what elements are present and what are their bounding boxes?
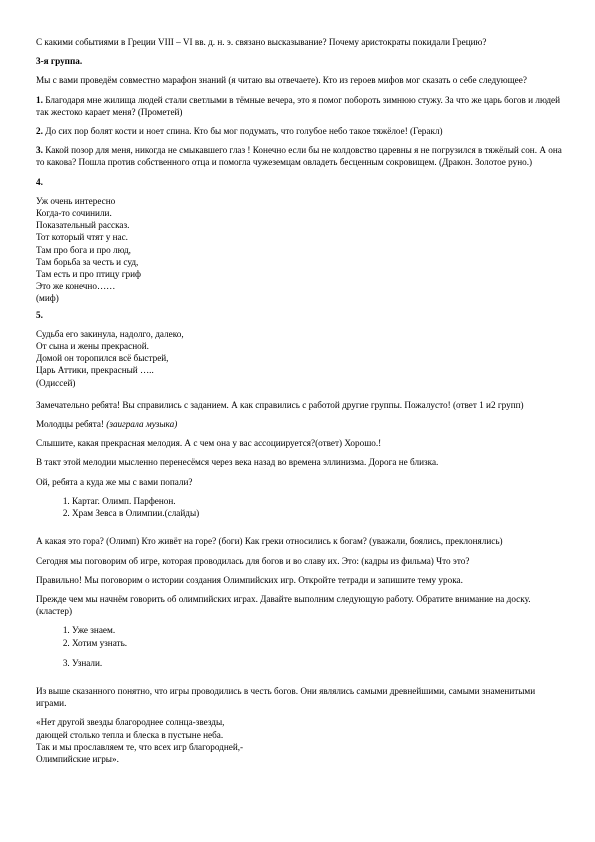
paragraph-where: Ой, ребята а куда же мы с вами попали? [36, 476, 193, 487]
list-item: 3. Узнали. [72, 657, 566, 669]
poem-line: Тот который чтят у нас. [36, 232, 128, 243]
well-done-text: Молодцы ребята! [36, 419, 107, 430]
poem-line: От сына и жены прекрасной. [36, 341, 149, 352]
quote-line: Олимпийские игры». [36, 753, 119, 764]
paragraph-mountain: А какая это гора? (Олимп) Кто живёт на горе? (боги) Как греки относились к богам? (уважали, боялись, преклонялись) [36, 536, 503, 547]
quote-line: дающей столько тепла и блеска в пустыне неба. [36, 729, 224, 740]
question-1 [36, 94, 566, 118]
poem-line: Там про бога и про люд, [36, 244, 131, 255]
music-note: (заиграла музыка) [106, 419, 178, 430]
question-1-number: 1. [36, 94, 43, 105]
cluster-list [36, 624, 566, 648]
list-item: 2. Хотим узнать. [72, 637, 566, 649]
poem-line: Уж очень интересно [36, 195, 116, 206]
question-2-number: 2. [36, 126, 43, 137]
question-3-number: 3. [36, 145, 43, 156]
paragraph-from-above: Из выше сказанного понятно, что игры проводились в честь богов. Они являлись самыми древнейшими, самыми знаменитыми играми. [36, 685, 536, 709]
poem-line: Там есть и про птицу гриф [36, 269, 141, 280]
poem-line: Показательный рассказ. [36, 220, 130, 231]
poem-line: Царь Аттики, прекрасный ….. [36, 365, 154, 376]
document-page [36, 36, 566, 769]
paragraph-listen: Слышите, какая прекрасная мелодия. А с чем она у вас ассоциируется?(ответ) Хорошо.! [36, 438, 382, 449]
poem-answer: (Одиссей) [36, 377, 76, 388]
paragraph-today: Сегодня мы поговорим об игре, которая проводилась для богов и во славу их. Это: (кадры из фильма) Что это? [36, 555, 470, 566]
question-5-number: 5. [36, 309, 43, 320]
list-item: 1. Картаг. Олимп. Парфенон. [72, 495, 566, 507]
list-item: 1. Уже знаем. [72, 624, 566, 636]
question-1-text: Благодаря мне жилища людей стали светлыми в тёмные вечера, это я помог побороть зимнюю стужу. За что же царь богов и людей так жестоко карает меня? (Прометей) [36, 94, 561, 117]
list-item: 2. Храм Зевса в Олимпии.(слайды) [72, 507, 566, 519]
question-4-number: 4. [36, 176, 43, 187]
question-3-text: Какой позор для меня, никогда не смыкавшего глаз ! Конечно если бы не колдовство царевны я не погрузился в тяжёлый сон. А она то какова? Пошла против собственного отца и помогла чужеземцам овладеть бесценным сокровищем. (Дракон. Золотое руно.) [36, 145, 562, 168]
question-3 [36, 144, 566, 168]
paragraph-well-done [36, 418, 566, 430]
poem-answer: (миф) [36, 293, 59, 304]
question-2 [36, 125, 566, 137]
paragraph-wonderful: Замечательно ребята! Вы справились с заданием. А как справились с работой другие группы. Пожалусто! (ответ 1 и2 групп) [36, 399, 524, 410]
paragraph-right: Правильно! Мы поговорим о истории создания Олимпийских игр. Откройте тетради и запишите тему урока. [36, 574, 463, 585]
paragraph-tempo: В такт этой мелодии мысленно перенесёмся через века назад во времена эллинизма. Дорога не близка. [36, 457, 439, 468]
quote-line: «Нет другой звезды благороднее солнца-звезды, [36, 717, 225, 728]
poem-line: Когда-то сочинили. [36, 208, 112, 219]
poem-line: Домой он торопился всё быстрей, [36, 353, 169, 364]
question-2-text: До сих пор болят кости и ноет спина. Кто бы мог подумать, что голубое небо такое тяжёлое! (Геракл) [42, 126, 443, 137]
poem-4 [36, 195, 566, 305]
poem-line: Это же конечно…… [36, 281, 116, 292]
places-list [36, 495, 566, 519]
intro-question: С какими событиями в Греции VIII – VI вв. д. н. э. связано высказывание? Почему аристократы покидали Грецию? [36, 37, 487, 47]
group3-intro: Мы с вами проведём совместно марафон знаний (я читаю вы отвечаете). Кто из героев мифов мог сказать о себе следующее? [36, 75, 527, 86]
poem-line: Судьба его закинула, надолго, далеко, [36, 328, 184, 339]
poem-line: Там борьба за честь и суд, [36, 256, 139, 267]
paragraph-before: Прежде чем мы начнём говорить об олимпийских играх. Давайте выполним следующую работу. Обратите внимание на доску.(кластер) [36, 593, 531, 617]
poem-5 [36, 328, 566, 389]
quote-line: Так и мы прославляем те, что всех игр благородней,- [36, 741, 244, 752]
cluster-list-continued [36, 657, 566, 669]
group3-heading: 3-я группа. [36, 56, 83, 67]
olympic-quote [36, 716, 566, 765]
